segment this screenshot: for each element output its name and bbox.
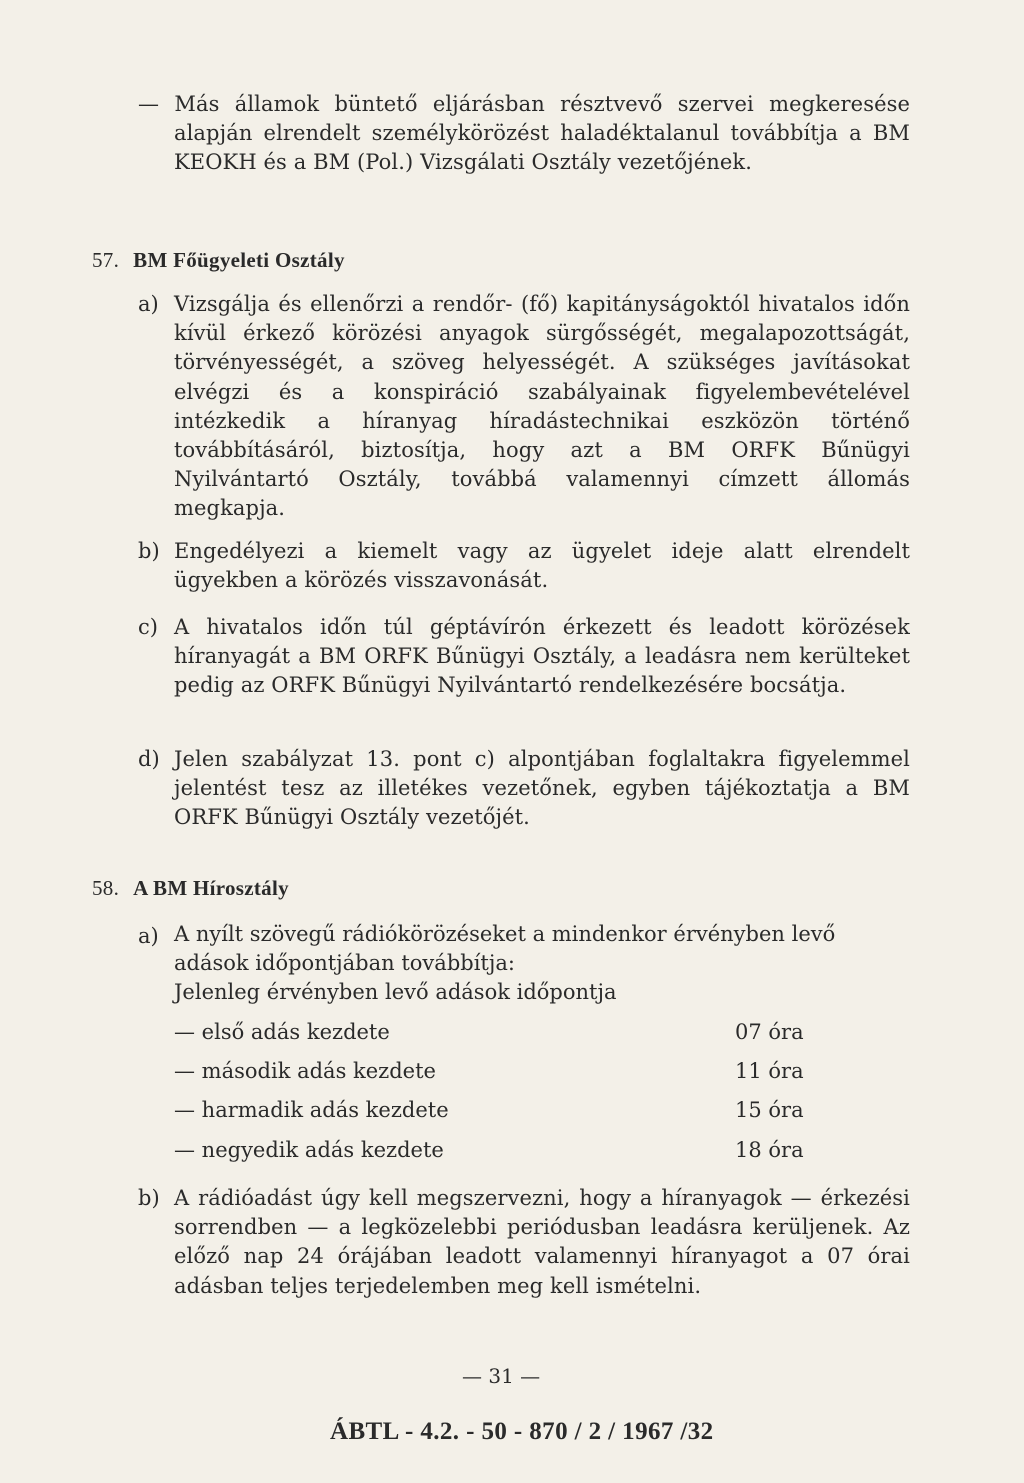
item-58a-line-3: Jelenleg érvényben levő adások időpontja — [174, 980, 617, 1004]
section-57-number: 57. — [92, 248, 120, 272]
item-57a-block — [174, 290, 910, 524]
item-57d-label: d) — [138, 747, 160, 771]
item-58a-line-2: adások időpontjában továbbítja: — [174, 951, 515, 975]
item-58a-label: a) — [138, 924, 159, 948]
schedule-row-2-name: — második adás kezdete — [174, 1059, 436, 1083]
schedule-row-3-name: — harmadik adás kezdete — [174, 1098, 449, 1122]
item-58b-text: A rádióadást úgy kell megszervezni, hogy a híranyagok — érkezési sorrendben — a legközelebbi periódusban leadásra kerüljenek. Az előző nap 24 órájában leadott valamennyi híranyagot a 07 órai adásban teljes terjedelemben meg kell ismételni. — [174, 1186, 910, 1298]
section-57-heading — [92, 248, 345, 273]
item-58b-block — [174, 1184, 910, 1301]
schedule-row-4-name: — negyedik adás kezdete — [174, 1138, 444, 1162]
item-57c-label: c) — [138, 615, 158, 639]
item-58b-label: b) — [138, 1186, 160, 1210]
item-57b-text: Engedélyezi a kiemelt vagy az ügyelet ideje alatt elrendelt ügyekben a körözés visszavonását. — [174, 539, 910, 593]
section-58-number: 58. — [92, 876, 120, 900]
schedule-row-3-time: 15 óra — [735, 1098, 804, 1122]
section-58-heading — [92, 876, 289, 901]
section-58-title: A BM Hírosztály — [133, 876, 289, 900]
page-number: — 31 — — [462, 1364, 541, 1388]
schedule-row-1-name: — első adás kezdete — [174, 1020, 390, 1044]
item-58a-line-1: A nyílt szövegű rádiókörözéseket a mindenkor érvényben levő — [174, 922, 836, 946]
item-57b-label: b) — [138, 539, 160, 563]
item-57d-block — [174, 745, 910, 833]
intro-paragraph: — Más államok büntető eljárásban résztvevő szervei megkeresése alapján elrendelt személykörözést haladéktalanul továbbítja a BM KEOKH és a BM (Pol.) Vizsgálati Osztály vezetőjének. — [138, 92, 910, 175]
schedule-row-1-time: 07 óra — [735, 1020, 804, 1044]
section-57-title: BM Főügyeleti Osztály — [133, 248, 345, 272]
archive-reference: ÁBTL - 4.2. - 50 - 870 / 2 / 1967 /32 — [330, 1418, 714, 1445]
item-57b-block — [174, 537, 910, 595]
intro-paragraph-block — [138, 90, 910, 178]
schedule-row-2-time: 11 óra — [735, 1059, 804, 1083]
schedule-row-4-time: 18 óra — [735, 1138, 804, 1162]
item-57c-text: A hivatalos időn túl géptávírón érkezett és leadott körözések híranyagát a BM ORFK Bűnügyi Osztály, a leadásra nem kerülteket pedig az ORFK Bűnügyi Nyilvántartó rendelkezésére bocsátja. — [174, 615, 910, 698]
item-57d-text: Jelen szabályzat 13. pont c) alpontjában foglaltakra figyelemmel jelentést tesz az illetékes vezetőnek, egyben tájékoztatja a BM ORFK Bűnügyi Osztály vezetőjét. — [174, 747, 910, 830]
item-57a-text: Vizsgálja és ellenőrzi a rendőr- (fő) kapitányságoktól hivatalos időn kívül érkező körözési anyagok sürgősségét, megalapozottságát, törvényességét, a szöveg helyességét. A szükséges javításokat elvégzi és a konspiráció szabályainak figyelembevételével intézkedik a híranyag híradástechnikai eszközön történő továbbításáról, biztosítja, hogy azt a BM ORFK Bűnügyi Nyilvántartó Osztály, továbbá valamennyi címzett állomás megkapja. — [174, 292, 910, 521]
item-57a-label: a) — [138, 292, 159, 316]
item-57c-block — [174, 613, 910, 701]
